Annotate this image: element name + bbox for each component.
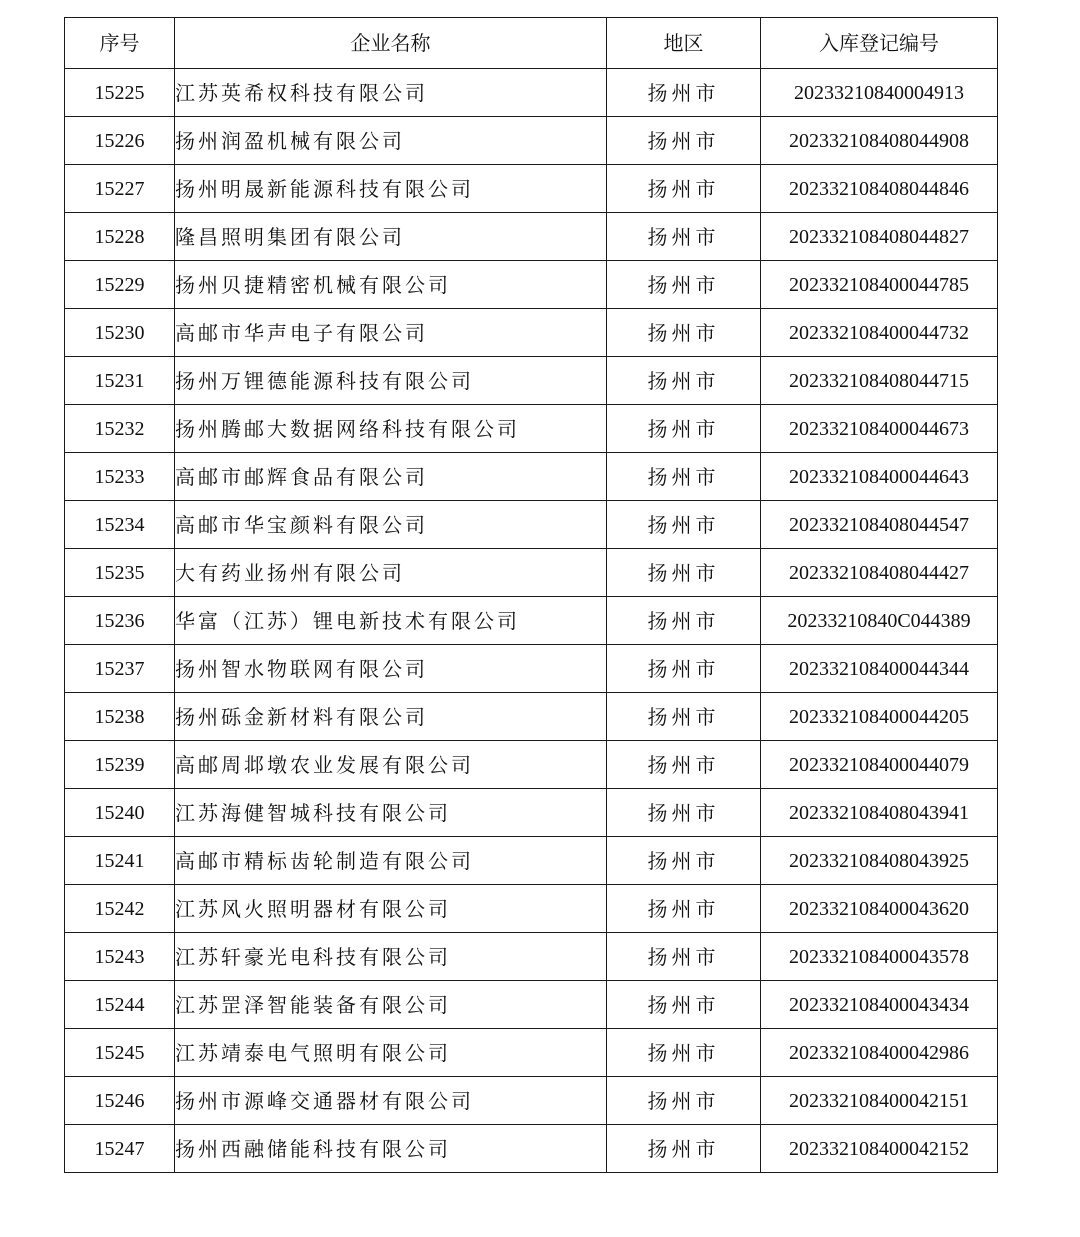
row-registration-code-cell: 202332108400044643 <box>761 453 998 501</box>
table-row <box>65 309 998 357</box>
table-row <box>65 261 998 309</box>
header-row <box>65 18 998 69</box>
table-row <box>65 1077 998 1125</box>
row-company-name-cell: 高邮市邮辉食品有限公司 <box>175 453 607 501</box>
row-region-cell: 扬州市 <box>607 693 761 741</box>
row-company-name-cell: 扬州砾金新材料有限公司 <box>175 693 607 741</box>
row-seq-cell: 15237 <box>65 645 175 693</box>
row-seq-cell: 15229 <box>65 261 175 309</box>
row-region-cell: 扬州市 <box>607 645 761 693</box>
row-seq-cell: 15246 <box>65 1077 175 1125</box>
row-company-name-cell: 扬州智水物联网有限公司 <box>175 645 607 693</box>
table-header <box>65 18 998 69</box>
row-region-cell: 扬州市 <box>607 789 761 837</box>
row-seq-cell: 15233 <box>65 453 175 501</box>
row-company-name-cell: 扬州市源峰交通器材有限公司 <box>175 1077 607 1125</box>
row-registration-code-cell: 202332108408044427 <box>761 549 998 597</box>
row-seq-cell: 15238 <box>65 693 175 741</box>
row-registration-code-cell: 202332108408044908 <box>761 117 998 165</box>
row-region-cell: 扬州市 <box>607 1029 761 1077</box>
row-seq-cell: 15242 <box>65 885 175 933</box>
row-company-name-cell: 江苏英希权科技有限公司 <box>175 69 607 117</box>
table-row <box>65 501 998 549</box>
row-company-name-cell: 扬州西融储能科技有限公司 <box>175 1125 607 1173</box>
row-company-name-cell: 大有药业扬州有限公司 <box>175 549 607 597</box>
row-company-name-cell: 隆昌照明集团有限公司 <box>175 213 607 261</box>
row-seq-cell: 15243 <box>65 933 175 981</box>
row-registration-code-cell: 202332108408044846 <box>761 165 998 213</box>
row-region-cell: 扬州市 <box>607 501 761 549</box>
table-row <box>65 693 998 741</box>
row-seq-cell: 15231 <box>65 357 175 405</box>
row-region-cell: 扬州市 <box>607 597 761 645</box>
row-region-cell: 扬州市 <box>607 117 761 165</box>
row-registration-code-cell: 202332108400044079 <box>761 741 998 789</box>
row-seq-cell: 15230 <box>65 309 175 357</box>
table-row <box>65 741 998 789</box>
row-company-name-cell: 高邮市精标齿轮制造有限公司 <box>175 837 607 885</box>
row-region-cell: 扬州市 <box>607 741 761 789</box>
table-row <box>65 645 998 693</box>
table-row <box>65 405 998 453</box>
row-company-name-cell: 扬州润盈机械有限公司 <box>175 117 607 165</box>
row-registration-code-cell: 202332108400044732 <box>761 309 998 357</box>
row-seq-cell: 15228 <box>65 213 175 261</box>
table-row <box>65 789 998 837</box>
row-company-name-cell: 高邮周邶墩农业发展有限公司 <box>175 741 607 789</box>
row-region-cell: 扬州市 <box>607 885 761 933</box>
table-row <box>65 117 998 165</box>
row-company-name-cell: 高邮市华声电子有限公司 <box>175 309 607 357</box>
table-row <box>65 837 998 885</box>
row-company-name-cell: 高邮市华宝颜料有限公司 <box>175 501 607 549</box>
row-seq-cell: 15227 <box>65 165 175 213</box>
table-row <box>65 453 998 501</box>
row-seq-cell: 15234 <box>65 501 175 549</box>
row-company-name-cell: 扬州贝捷精密机械有限公司 <box>175 261 607 309</box>
row-seq-cell: 15232 <box>65 405 175 453</box>
row-company-name-cell: 华富（江苏）锂电新技术有限公司 <box>175 597 607 645</box>
row-region-cell: 扬州市 <box>607 213 761 261</box>
row-seq-cell: 15239 <box>65 741 175 789</box>
row-registration-code-cell: 20233210840C044389 <box>761 597 998 645</box>
row-registration-code-cell: 202332108408044547 <box>761 501 998 549</box>
header-region: 地区 <box>607 18 761 69</box>
row-seq-cell: 15241 <box>65 837 175 885</box>
row-registration-code-cell: 202332108408043941 <box>761 789 998 837</box>
row-registration-code-cell: 202332108400044785 <box>761 261 998 309</box>
header-registration-code: 入库登记编号 <box>761 18 998 69</box>
row-region-cell: 扬州市 <box>607 69 761 117</box>
row-company-name-cell: 江苏靖泰电气照明有限公司 <box>175 1029 607 1077</box>
row-region-cell: 扬州市 <box>607 549 761 597</box>
row-seq-cell: 15225 <box>65 69 175 117</box>
row-registration-code-cell: 202332108400044344 <box>761 645 998 693</box>
enterprise-registry-table <box>64 17 998 1173</box>
table-row <box>65 165 998 213</box>
row-registration-code-cell: 202332108400043578 <box>761 933 998 981</box>
row-seq-cell: 15247 <box>65 1125 175 1173</box>
row-region-cell: 扬州市 <box>607 1077 761 1125</box>
row-region-cell: 扬州市 <box>607 933 761 981</box>
table-body <box>65 69 998 1173</box>
row-company-name-cell: 扬州明晟新能源科技有限公司 <box>175 165 607 213</box>
row-registration-code-cell: 202332108408044827 <box>761 213 998 261</box>
row-company-name-cell: 扬州腾邮大数据网络科技有限公司 <box>175 405 607 453</box>
table-row <box>65 981 998 1029</box>
row-company-name-cell: 江苏罡泽智能装备有限公司 <box>175 981 607 1029</box>
table-row <box>65 549 998 597</box>
row-registration-code-cell: 202332108400042986 <box>761 1029 998 1077</box>
row-company-name-cell: 江苏轩豪光电科技有限公司 <box>175 933 607 981</box>
row-region-cell: 扬州市 <box>607 981 761 1029</box>
row-registration-code-cell: 202332108408043925 <box>761 837 998 885</box>
table-row <box>65 1029 998 1077</box>
row-seq-cell: 15226 <box>65 117 175 165</box>
row-region-cell: 扬州市 <box>607 453 761 501</box>
row-registration-code-cell: 20233210840004913 <box>761 69 998 117</box>
table-row <box>65 1125 998 1173</box>
row-registration-code-cell: 202332108408044715 <box>761 357 998 405</box>
row-registration-code-cell: 202332108400042151 <box>761 1077 998 1125</box>
table-row <box>65 597 998 645</box>
row-region-cell: 扬州市 <box>607 1125 761 1173</box>
row-region-cell: 扬州市 <box>607 261 761 309</box>
row-registration-code-cell: 202332108400043434 <box>761 981 998 1029</box>
row-seq-cell: 15245 <box>65 1029 175 1077</box>
table-row <box>65 69 998 117</box>
row-seq-cell: 15244 <box>65 981 175 1029</box>
row-registration-code-cell: 202332108400042152 <box>761 1125 998 1173</box>
row-company-name-cell: 扬州万锂德能源科技有限公司 <box>175 357 607 405</box>
table-row <box>65 357 998 405</box>
row-registration-code-cell: 202332108400044673 <box>761 405 998 453</box>
header-company-name: 企业名称 <box>175 18 607 69</box>
row-region-cell: 扬州市 <box>607 165 761 213</box>
row-registration-code-cell: 202332108400044205 <box>761 693 998 741</box>
table-row <box>65 213 998 261</box>
row-registration-code-cell: 202332108400043620 <box>761 885 998 933</box>
table-row <box>65 933 998 981</box>
row-region-cell: 扬州市 <box>607 837 761 885</box>
header-seq: 序号 <box>65 18 175 69</box>
row-region-cell: 扬州市 <box>607 357 761 405</box>
row-region-cell: 扬州市 <box>607 309 761 357</box>
row-region-cell: 扬州市 <box>607 405 761 453</box>
row-company-name-cell: 江苏海健智城科技有限公司 <box>175 789 607 837</box>
row-seq-cell: 15240 <box>65 789 175 837</box>
row-company-name-cell: 江苏风火照明器材有限公司 <box>175 885 607 933</box>
table-row <box>65 885 998 933</box>
row-seq-cell: 15236 <box>65 597 175 645</box>
row-seq-cell: 15235 <box>65 549 175 597</box>
